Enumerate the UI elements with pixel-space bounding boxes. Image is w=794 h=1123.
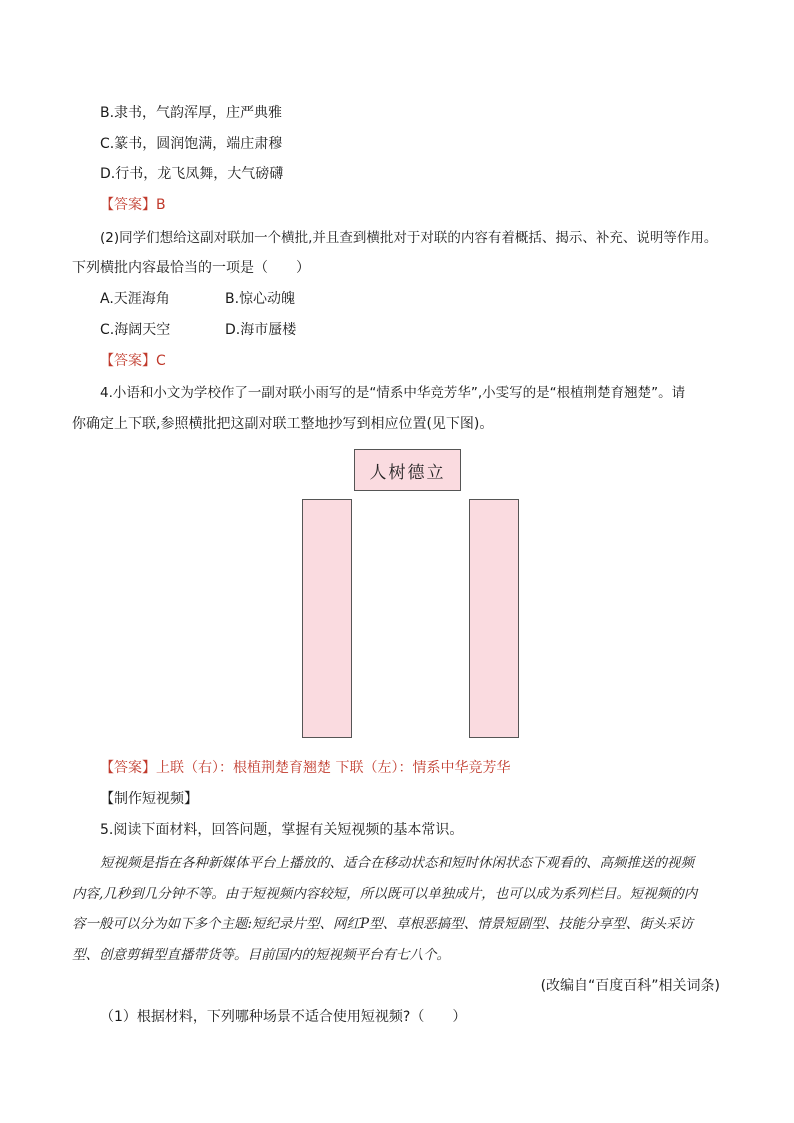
question-5-intro: 5.阅读下面材料，回答问题，掌握有关短视频的基本常识。 [100,822,464,838]
question-4-line2: 你确定上下联,参照横批把这副对联工整地抄写到相应位置(见下图)。 [72,416,494,432]
option-b: B.隶书，气韵浑厚，庄严典雅 [100,105,283,121]
answer-1 [100,195,166,215]
couplet-banner-text: 人树德立 [369,462,446,483]
option-c: C.篆书，圆润饱满，端庄肃穆 [100,136,283,152]
option-b: B.惊心动魄 [225,291,296,307]
material-line: 内容,几秒到几分钟不等。由于短视频内容较短，所以既可以单独成片，也可以成为系列栏目。短视频的内 [72,886,698,902]
couplet-right-scroll [469,499,519,738]
option-a: A.天涯海角 [100,291,170,307]
section-title: 【制作短视频】 [100,791,198,807]
question-3-2-line1: (2)同学们想给这副对联加一个横批,并且查到横批对于对联的内容有着概括、揭示、补充、说明等作用。 [100,230,718,246]
answer-value: 上联（右）：根植荆楚育翘楚 下联（左）：情系中华竞芳华 [156,760,511,776]
question-4-line1: 4.小语和小文为学校作了一副对联小雨写的是“情系中华竞芳华”,小雯写的是“根植荆楚育翘楚”。请 [100,385,686,401]
answer-value: B [156,197,166,213]
option-d: D.行书，龙飞凤舞，大气磅礴 [100,166,284,182]
material-source: (改编自“百度百科”相关词条) [540,978,720,994]
answer-value: C [156,353,166,369]
answer-tag: 【答案】 [100,353,156,369]
question-5-1: （1）根据材料，下列哪种场景不适合使用短视频?（ ） [100,1009,467,1025]
option-d: D.海市蜃楼 [225,322,297,338]
material-line: 容一般可以分为如下多个主题:短纪录片型、网红P型、草根恶搞型、情景短剧型、技能分享型、街头采访 [72,916,694,932]
answer-3 [100,758,510,778]
answer-2 [100,351,166,371]
answer-tag: 【答案】 [100,197,156,213]
question-3-2-line2: 下列横批内容最恰当的一项是（ ） [72,260,310,276]
couplet-left-scroll [302,499,352,738]
couplet-banner [354,449,461,491]
material-line: 短视频是指在各种新媒体平台上播放的、适合在移动状态和短时休闲状态下观看的、高频推送的视频 [100,855,694,871]
material-line: 型、创意剪辑型直播带货等。目前国内的短视频平台有七八个。 [72,947,450,963]
answer-tag: 【答案】 [100,760,156,776]
option-c: C.海阔天空 [100,322,171,338]
